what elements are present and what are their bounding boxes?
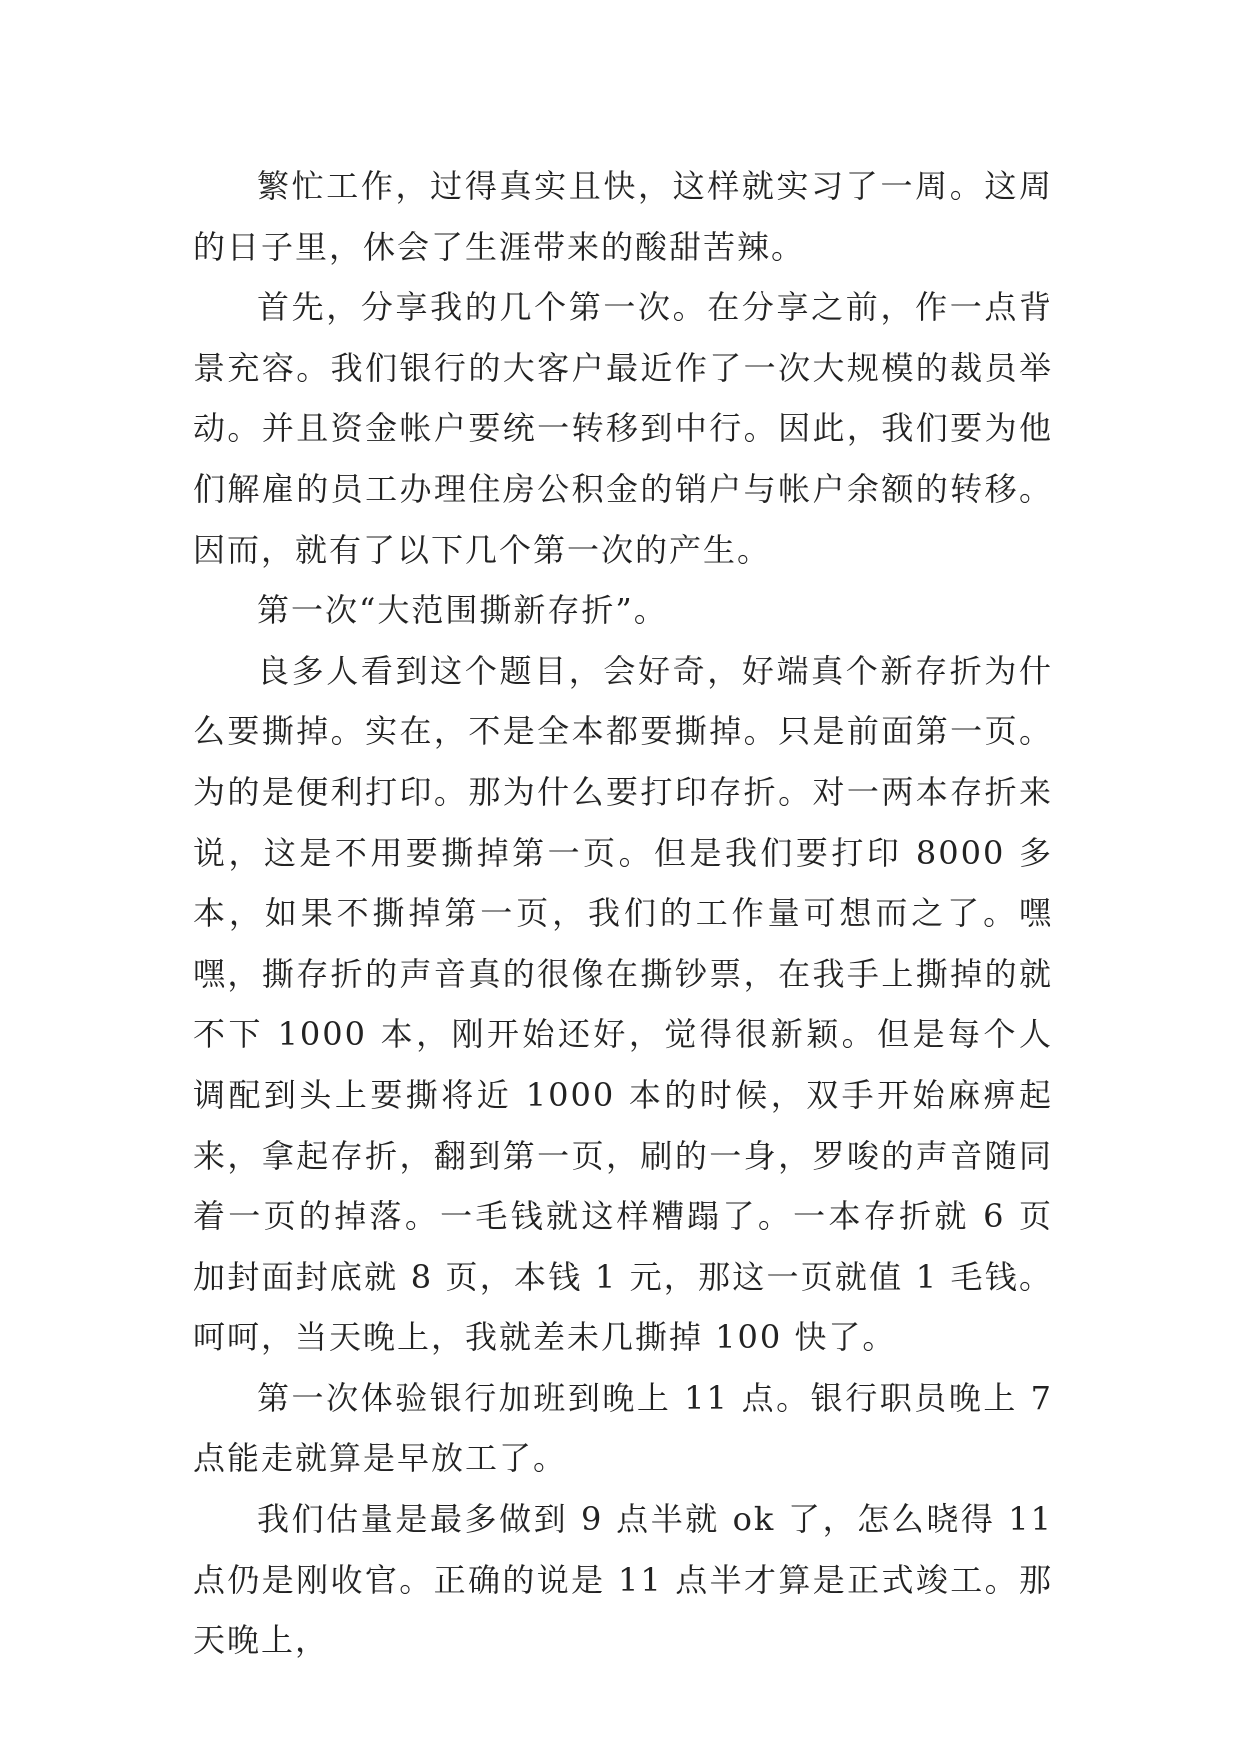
paragraph-3: 第一次“大范围撕新存折”。 [257,591,668,630]
paragraph-4: 良多人看到这个题目，会好奇，好端真个新存折为什么要撕掉。实在，不是全本都要撕掉。只是前面第一页。为的是便利打印。那为什么要打印存折。对一两本存折来说，这是不用要撕掉第一页。但是我们要打印 8000 多本，如果不撕掉第一页，我们的工作量可想而之了。嘿嘿，撕存折的声音真的很像在撕钞票，在我手上撕掉的就不下 1000 本，刚开始还好，觉得很新颖。但是每个人调配到头上要撕将近 1000 本的时候，双手开始麻痹起来，拿起存折，翻到第一页，刷的一身，罗唆的声音随同着一页的掉落。一毛钱就这样糟蹋了。一本存折就 6 页加封面封底就 8 页，本钱 1 元，那这一页就值 1 毛钱。呵呵，当天晚上，我就差未几撕掉 100 快了。 [193,651,1053,1357]
paragraph-1: 繁忙工作，过得真实且快，这样就实习了一周。这周的日子里，休会了生涯带来的酸甜苦辣。 [193,167,1053,266]
paragraph-6: 我们估量是最多做到 9 点半就 ok 了，怎么晓得 11 点仍是刚收官。正确的说是 11 点半才算是正式竣工。那天晚上， [193,1500,1053,1660]
paragraph-5: 第一次体验银行加班到晚上 11 点。银行职员晚上 7 点能走就算是早放工了。 [193,1378,1053,1478]
paragraph-2: 首先，分享我的几个第一次。在分享之前，作一点背景充容。我们银行的大客户最近作了一次大规模的裁员举动。并且资金帐户要统一转移到中行。因此，我们要为他们解雇的员工办理住房公积金的销户与帐户余额的转移。因而，就有了以下几个第一次的产生。 [193,288,1053,569]
document-body [193,156,1053,1671]
